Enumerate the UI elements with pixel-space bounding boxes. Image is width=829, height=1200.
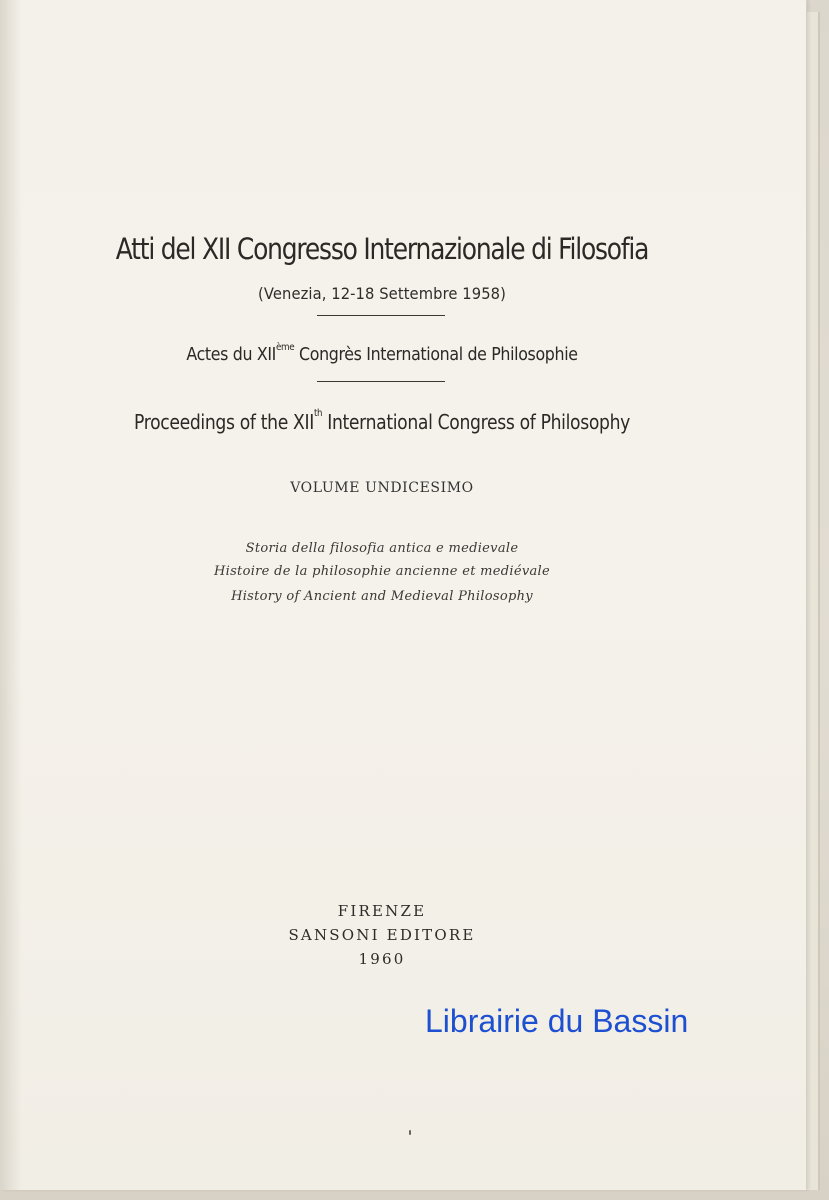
subject-line-italian: Storia della filosofia antica e medievale: [245, 541, 519, 556]
imprint-year: 1960: [358, 950, 406, 968]
french-title-sup: ème: [275, 342, 295, 353]
english-title-sup: th: [313, 408, 323, 419]
subject-line-english: History of Ancient and Medieval Philosophy: [231, 589, 533, 604]
english-title-pre: Proceedings of the XII: [133, 410, 314, 434]
imprint-city: FIRENZE: [337, 902, 427, 920]
imprint-publisher: SANSONI EDITORE: [288, 926, 476, 944]
french-title-post: Congrès International de Philosophie: [294, 344, 578, 365]
french-title-line: [46, 344, 718, 365]
bookseller-watermark: Librairie du Bassin: [425, 1003, 689, 1039]
divider-rule: [317, 315, 445, 316]
paper-speck: [409, 1130, 411, 1135]
subject-line-french: Histoire de la philosophie ancienne et mediévale: [213, 564, 551, 579]
divider-rule: [317, 381, 445, 382]
page-title: Atti del XII Congresso Internazionale di Filosofia: [115, 232, 649, 266]
volume-label: VOLUME UNDICESIMO: [290, 480, 474, 496]
english-title-post: International Congress of Philosophy: [322, 410, 630, 434]
english-title-line: [53, 410, 710, 434]
page-subtitle: (Venezia, 12-18 Settembre 1958): [258, 284, 506, 303]
french-title-pre: Actes du XII: [186, 344, 276, 365]
